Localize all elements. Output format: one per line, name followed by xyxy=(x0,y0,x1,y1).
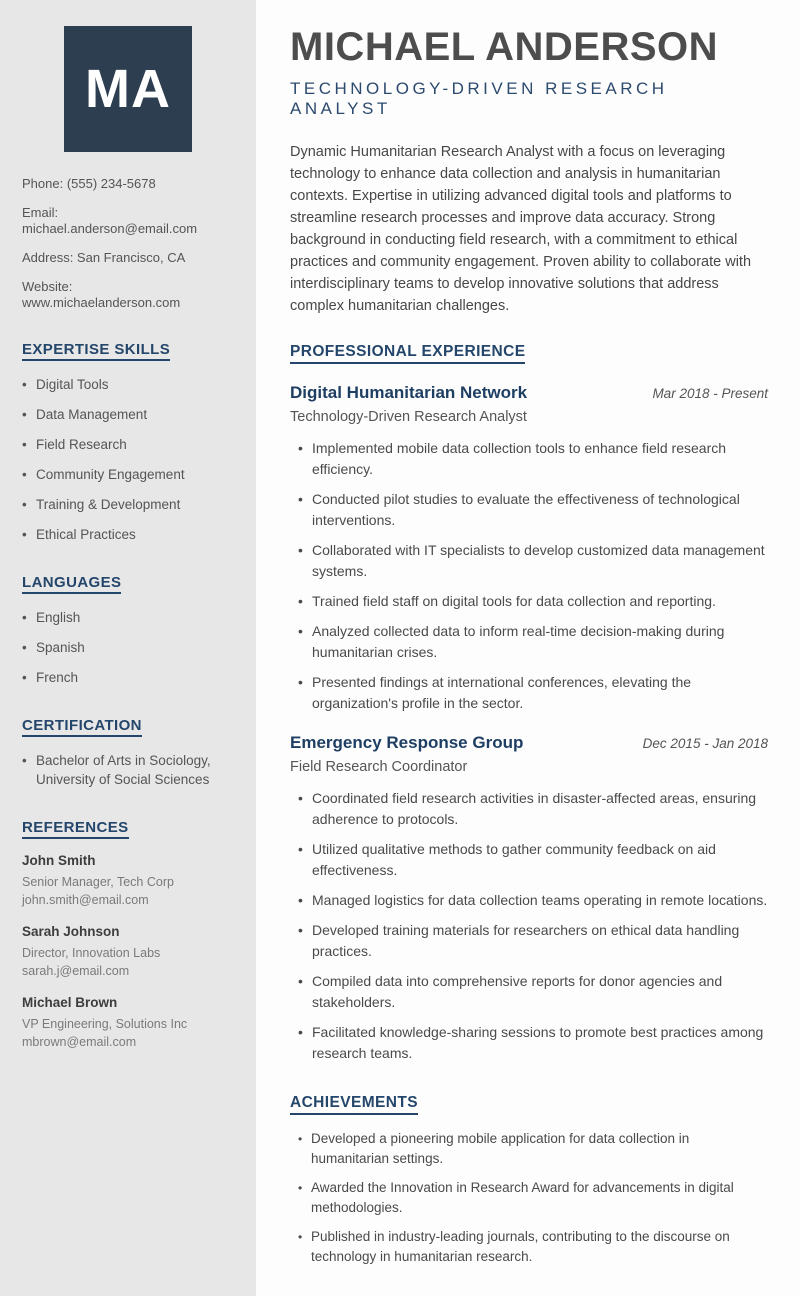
list-item xyxy=(290,839,768,881)
job-bullet: Trained field staff on digital tools for data collection and reporting. xyxy=(312,593,716,609)
job-bullet: Analyzed collected data to inform real-time decision-making during humanitarian crises. xyxy=(312,623,725,660)
section-certification xyxy=(22,717,234,789)
job-bullet: Presented findings at international conferences, elevating the organization's profile in the sector. xyxy=(312,674,692,711)
list-item xyxy=(290,1022,768,1064)
job-header xyxy=(290,733,768,753)
bullet-icon: • xyxy=(22,753,27,768)
job-bullet: Coordinated field research activities in disaster-affected areas, ensuring adherence to protocols. xyxy=(312,790,757,827)
achievements-list xyxy=(290,1129,768,1267)
job-bullet: Collaborated with IT specialists to develop customized data management systems. xyxy=(312,542,765,579)
languages-heading: LANGUAGES xyxy=(22,574,121,594)
list-item xyxy=(22,525,234,544)
monogram-initials: MA xyxy=(85,59,171,119)
job-bullet: Compiled data into comprehensive reports for donor agencies and stakeholders. xyxy=(312,973,723,1010)
list-item xyxy=(290,1129,768,1169)
reference-entry xyxy=(22,995,234,1051)
reference-email: mbrown@email.com xyxy=(22,1035,137,1049)
job-bullet: Conducted pilot studies to evaluate the effectiveness of technological interventions. xyxy=(312,491,740,528)
list-item xyxy=(290,890,768,911)
section-achievements xyxy=(290,1094,768,1267)
reference-name: John Smith xyxy=(22,853,96,868)
bullet-icon: • xyxy=(298,623,303,639)
bullet-icon: • xyxy=(22,527,27,542)
bullet-icon: • xyxy=(298,841,303,857)
job-entry xyxy=(290,733,768,1064)
bullet-icon: • xyxy=(298,973,303,989)
skill-label: Ethical Practices xyxy=(36,527,136,542)
expertise-skills-heading: EXPERTISE SKILLS xyxy=(22,341,170,361)
contact-address: Address: San Francisco, CA xyxy=(22,250,186,265)
skill-label: Digital Tools xyxy=(36,377,109,392)
list-item xyxy=(22,465,234,484)
list-item xyxy=(290,621,768,663)
reference-entry xyxy=(22,853,234,909)
job-header xyxy=(290,383,768,403)
bullet-icon: • xyxy=(298,1024,303,1040)
bullet-icon: • xyxy=(298,440,303,456)
contact-phone: Phone: (555) 234-5678 xyxy=(22,176,156,191)
reference-entry xyxy=(22,924,234,980)
bullet-icon: • xyxy=(298,542,303,558)
bullet-icon: • xyxy=(298,593,303,609)
job-bullet-list xyxy=(290,438,768,714)
reference-email: sarah.j@email.com xyxy=(22,964,130,978)
list-item xyxy=(290,438,768,480)
bullet-icon: • xyxy=(22,467,27,482)
job-bullet-list xyxy=(290,788,768,1064)
section-references xyxy=(22,819,234,1051)
achievement-bullet: Awarded the Innovation in Research Award for advancements in digital methodologies. xyxy=(311,1180,734,1215)
list-item xyxy=(290,540,768,582)
bullet-icon: • xyxy=(298,922,303,938)
bullet-icon: • xyxy=(22,670,27,685)
job-dates: Mar 2018 - Present xyxy=(652,386,768,401)
list-item xyxy=(290,1227,768,1267)
bullet-icon: • xyxy=(22,497,27,512)
bullet-icon: • xyxy=(298,892,303,908)
list-item xyxy=(22,495,234,514)
bullet-icon: • xyxy=(298,491,303,507)
bullet-icon: • xyxy=(298,1181,303,1195)
skill-label: Field Research xyxy=(36,437,127,452)
company-name: Emergency Response Group xyxy=(290,733,524,752)
references-heading: REFERENCES xyxy=(22,819,129,839)
achievement-bullet: Published in industry-leading journals, contributing to the discourse on technology in humanitarian research. xyxy=(311,1229,730,1264)
bullet-icon: • xyxy=(298,674,303,690)
list-item xyxy=(22,668,234,687)
achievement-bullet: Developed a pioneering mobile application for data collection in humanitarian settings. xyxy=(311,1131,690,1166)
list-item xyxy=(290,591,768,612)
bullet-icon: • xyxy=(22,610,27,625)
reference-title: Director, Innovation Labs xyxy=(22,946,161,960)
list-item xyxy=(22,435,234,454)
contact-info xyxy=(22,176,234,311)
job-dates: Dec 2015 - Jan 2018 xyxy=(642,736,768,751)
achievements-heading: ACHIEVEMENTS xyxy=(290,1094,418,1115)
bullet-icon: • xyxy=(22,640,27,655)
company-name: Digital Humanitarian Network xyxy=(290,383,528,402)
skill-label: Community Engagement xyxy=(36,467,185,482)
job-bullet: Implemented mobile data collection tools to enhance field research efficiency. xyxy=(312,440,727,477)
job-bullet: Managed logistics for data collection teams operating in remote locations. xyxy=(312,892,768,908)
section-expertise-skills xyxy=(22,341,234,544)
bullet-icon: • xyxy=(298,1230,303,1244)
bullet-icon: • xyxy=(298,790,303,806)
language-label: Spanish xyxy=(36,640,85,655)
job-bullet: Developed training materials for researchers on ethical data handling practices. xyxy=(312,922,740,959)
bullet-icon: • xyxy=(22,437,27,452)
list-item xyxy=(22,405,234,424)
skill-label: Training & Development xyxy=(36,497,181,512)
list-item xyxy=(290,489,768,531)
summary-paragraph: Dynamic Humanitarian Research Analyst with a focus on leveraging technology to enhance data collection and analysis in humanitarian contexts. Expertise in utilizing advanced digital tools and platforms to streamline research processes and improve data accuracy. Strong background in conducting field research, with a commitment to ethical practices and community engagement. Proven ability to collaborate with interdisciplinary teams to develop innovative solutions that address complex humanitarian challenges. xyxy=(290,144,752,314)
bullet-icon: • xyxy=(22,407,27,422)
list-item xyxy=(22,375,234,394)
reference-name: Michael Brown xyxy=(22,995,118,1010)
monogram-avatar xyxy=(64,26,192,152)
job-bullet: Facilitated knowledge-sharing sessions to promote best practices among research teams. xyxy=(312,1024,764,1061)
languages-list xyxy=(22,608,234,687)
bullet-icon: • xyxy=(298,1132,303,1146)
professional-experience-heading: PROFESSIONAL EXPERIENCE xyxy=(290,343,525,364)
language-label: French xyxy=(36,670,79,685)
sidebar xyxy=(0,0,256,1296)
reference-email: john.smith@email.com xyxy=(22,893,149,907)
section-languages xyxy=(22,574,234,687)
list-item xyxy=(22,608,234,627)
section-professional-experience xyxy=(290,343,768,1064)
page-title: MICHAEL ANDERSON xyxy=(290,25,719,69)
skills-list xyxy=(22,375,234,544)
reference-title: Senior Manager, Tech Corp xyxy=(22,875,174,889)
certification-list xyxy=(22,751,234,789)
contact-email: Email: michael.anderson@email.com xyxy=(22,205,198,236)
reference-name: Sarah Johnson xyxy=(22,924,120,939)
contact-website: Website: www.michaelanderson.com xyxy=(22,279,181,310)
list-item xyxy=(290,672,768,714)
list-item xyxy=(290,920,768,962)
list-item xyxy=(22,638,234,657)
headline: TECHNOLOGY-DRIVEN RESEARCH ANALYST xyxy=(290,79,668,118)
job-role: Technology-Driven Research Analyst xyxy=(290,409,527,425)
list-item xyxy=(290,788,768,830)
certification-heading: CERTIFICATION xyxy=(22,717,142,737)
list-item xyxy=(290,1178,768,1218)
list-item xyxy=(290,971,768,1013)
reference-title: VP Engineering, Solutions Inc xyxy=(22,1017,188,1031)
bullet-icon: • xyxy=(22,377,27,392)
main-content xyxy=(256,0,800,1296)
list-item xyxy=(22,751,234,789)
language-label: English xyxy=(36,610,81,625)
job-bullet: Utilized qualitative methods to gather community feedback on aid effectiveness. xyxy=(312,841,716,878)
job-role: Field Research Coordinator xyxy=(290,759,468,775)
skill-label: Data Management xyxy=(36,407,148,422)
certification-label: Bachelor of Arts in Sociology, University of Social Sciences xyxy=(36,753,211,787)
job-entry xyxy=(290,383,768,714)
